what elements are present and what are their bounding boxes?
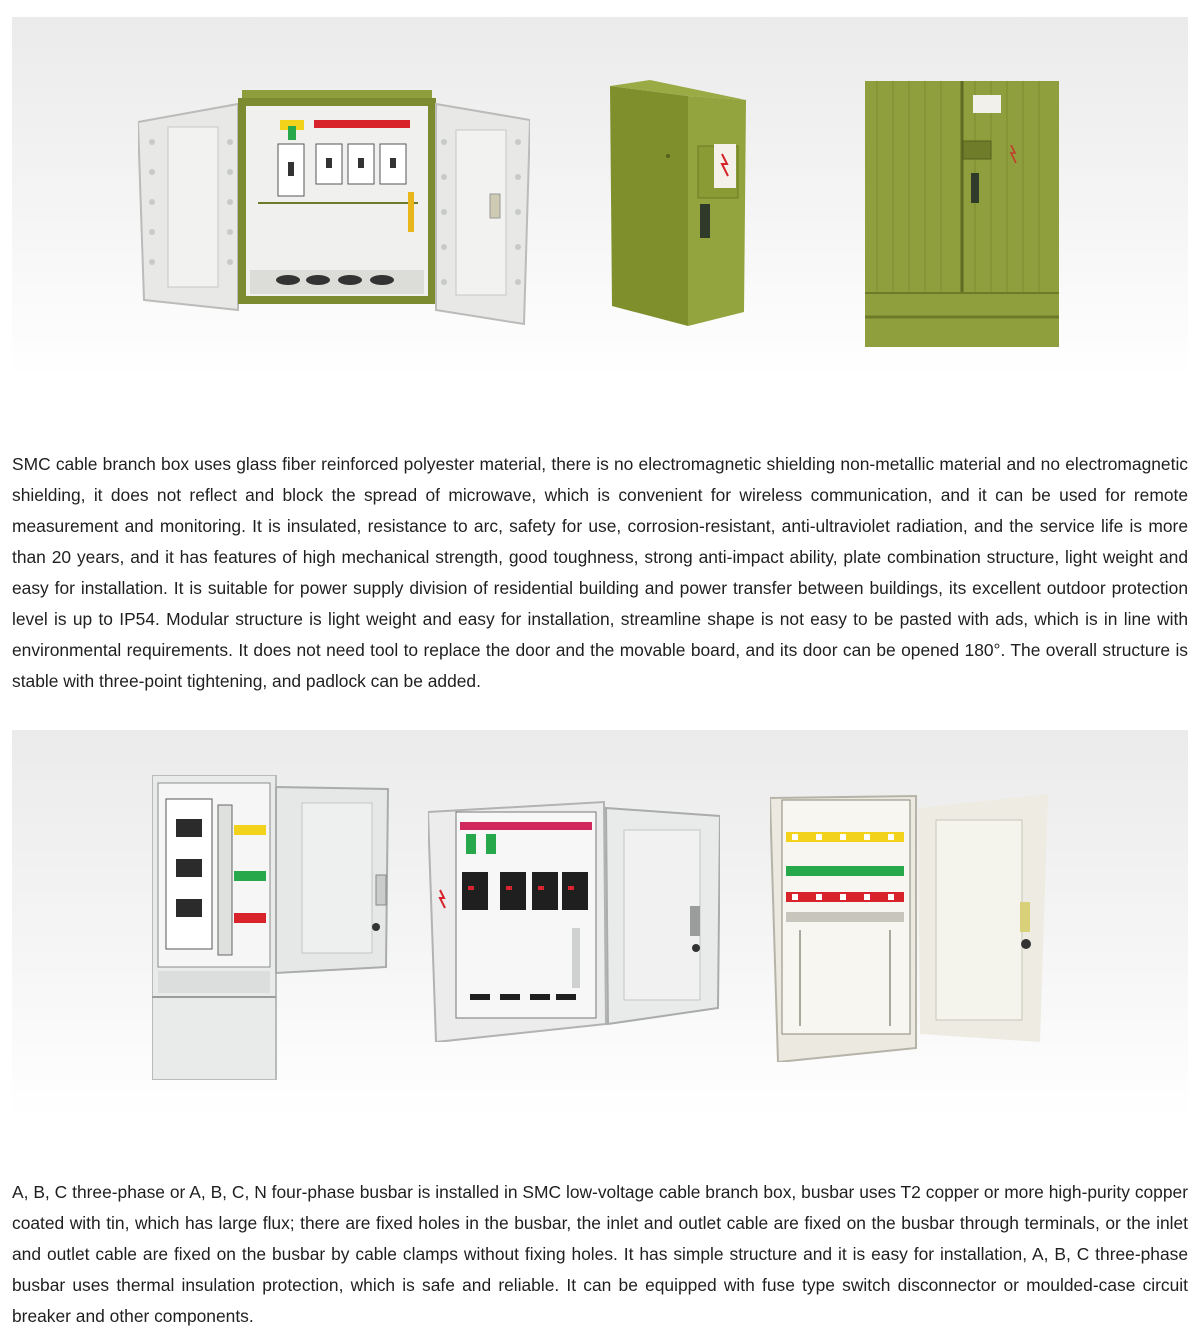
open-cream-busbar-cabinet-photo	[770, 790, 1048, 1062]
closed-green-cabinet-front-photo	[865, 81, 1059, 347]
description-paragraph-1: SMC cable branch box uses glass fiber reinforced polyester material, there is no electromagnetic shielding non-metallic material and no electromagnetic shielding, it does not reflect and block the spread of microwave, which is convenient for wireless communication, and it can be used for remote measurement and monitoring. It is insulated, resistance to arc, safety for use, corrosion-resistant, anti-ultraviolet radiation, and the service life is more than 20 years, and it has features of high mechanical strength, good toughness, strong anti-impact ability, plate combination structure, light weight and easy for installation. It is suitable for power supply division of residential building and power transfer between buildings, its excellent outdoor protection level is up to IP54. Modular structure is light weight and easy for installation, streamline shape is not easy to be pasted with ads, which is in line with environmental requirements. It does not need tool to replace the door and the movable board, and its door can be opened 180°. The overall structure is stable with three-point tightening, and padlock can be added.	[12, 454, 1188, 691]
open-green-cable-branch-box-photo	[138, 82, 530, 332]
closed-green-cabinet-side-photo	[610, 80, 746, 326]
open-grey-fuse-switch-cabinet-photo	[152, 775, 390, 1080]
open-white-breaker-cabinet-photo	[428, 798, 720, 1042]
description-paragraph-2: A, B, C three-phase or A, B, C, N four-phase busbar is installed in SMC low-voltage cable branch box, busbar uses T2 copper or more high-purity copper coated with tin, which has large flux; there are fixed holes in the busbar, the inlet and outlet cable are fixed on the busbar through terminals, or the inlet and outlet cable are fixed on the busbar by cable clamps without fixing holes. It has simple structure and it is easy for installation, A, B, C three-phase busbar uses thermal insulation protection, which is safe and reliable. It can be equipped with fuse type switch disconnector or moulded-case circuit breaker and other components.	[12, 1182, 1188, 1326]
